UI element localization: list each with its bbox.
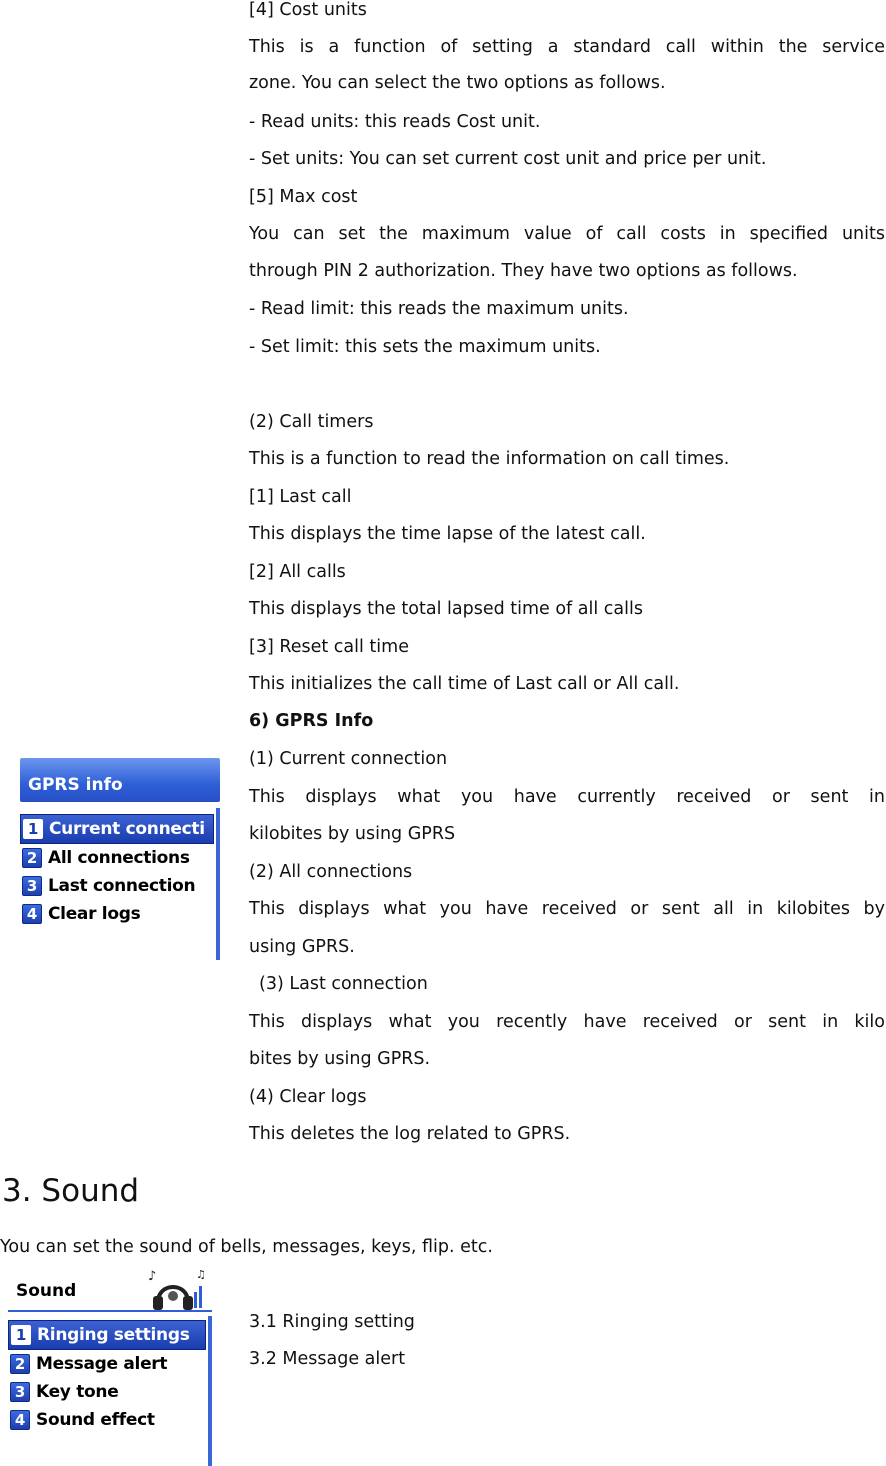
last-call-desc: This displays the time lapse of the latest call.: [249, 524, 646, 544]
cost-units-heading: [4] Cost units: [249, 0, 367, 20]
sound-subsection-message-alert: 3.2 Message alert: [249, 1349, 406, 1369]
svg-text:♫: ♫: [196, 1268, 206, 1281]
number-3-icon: 3: [10, 1382, 30, 1402]
gprs-menu-item-label: Last connection: [48, 876, 196, 896]
number-4-icon: 4: [22, 904, 42, 924]
all-calls-heading: [2] All calls: [249, 562, 346, 582]
gprs-screen-title-bar: [20, 758, 220, 802]
sound-screen: [8, 1266, 212, 1466]
number-4-icon: 4: [10, 1410, 30, 1430]
current-connection-desc-line2: kilobites by using GPRS: [249, 824, 456, 844]
last-call-heading: [1] Last call: [249, 487, 352, 507]
number-2-icon: 2: [22, 848, 42, 868]
gprs-screen-menu: [20, 814, 214, 928]
cost-units-desc-line2: zone. You can select the two options as follows.: [249, 73, 666, 93]
sound-menu-item-key-tone[interactable]: [8, 1378, 206, 1406]
sound-menu-item-label: Message alert: [36, 1354, 168, 1374]
number-3-icon: 3: [22, 876, 42, 896]
call-timers-heading: (2) Call timers: [249, 412, 374, 432]
sound-screen-scrollbar[interactable]: [208, 1316, 212, 1466]
all-connections-heading: (2) All connections: [249, 862, 413, 882]
last-connection-desc-line1: This displays what you recently have received or sent in kilo: [249, 1012, 885, 1032]
sound-screen-title: Sound: [16, 1281, 77, 1301]
sound-screen-menu: [8, 1320, 206, 1434]
max-cost-heading: [5] Max cost: [249, 187, 358, 207]
gprs-info-heading: 6) GPRS Info: [249, 711, 374, 731]
gprs-screen-scrollbar[interactable]: [216, 808, 220, 960]
sound-menu-item-sound-effect[interactable]: [8, 1406, 206, 1434]
number-1-icon: 1: [11, 1325, 31, 1345]
max-cost-option-read: - Read limit: this reads the maximum units.: [249, 299, 629, 319]
gprs-menu-item-last-connection[interactable]: [20, 872, 214, 900]
cost-units-desc-line1: This is a function of setting a standard call within the service: [249, 37, 885, 57]
sound-screen-title-bar: [8, 1266, 212, 1312]
reset-call-time-desc: This initializes the call time of Last call or All call.: [249, 674, 680, 694]
gprs-menu-item-label: Current connecti: [49, 819, 205, 839]
max-cost-desc-line1: You can set the maximum value of call costs in specified units: [249, 224, 885, 244]
max-cost-desc-line2: through PIN 2 authorization. They have two options as follows.: [249, 261, 798, 281]
cost-units-option-set: - Set units: You can set current cost unit and price per unit.: [249, 149, 767, 169]
sound-menu-item-label: Sound effect: [36, 1410, 155, 1430]
sound-menu-item-message-alert[interactable]: [8, 1350, 206, 1378]
all-calls-desc: This displays the total lapsed time of all calls: [249, 599, 643, 619]
last-connection-heading: (3) Last connection: [259, 974, 428, 994]
current-connection-desc-line1: This displays what you have currently received or sent in: [249, 787, 885, 807]
number-2-icon: 2: [10, 1354, 30, 1374]
last-connection-desc-line2: bites by using GPRS.: [249, 1049, 431, 1069]
all-connections-desc-line1: This displays what you have received or sent all in kilobites by: [249, 899, 885, 919]
sound-menu-item-ringing-settings[interactable]: [8, 1320, 206, 1350]
gprs-menu-item-label: Clear logs: [48, 904, 141, 924]
svg-text:♪: ♪: [148, 1269, 157, 1284]
clear-logs-desc: This deletes the log related to GPRS.: [249, 1124, 571, 1144]
gprs-menu-item-current-connection[interactable]: [20, 814, 214, 844]
gprs-screen-title: GPRS info: [28, 775, 123, 795]
sound-menu-item-label: Key tone: [36, 1382, 119, 1402]
gprs-menu-item-label: All connections: [48, 848, 190, 868]
clear-logs-heading: (4) Clear logs: [249, 1087, 367, 1107]
max-cost-option-set: - Set limit: this sets the maximum units.: [249, 337, 601, 357]
sound-menu-item-label: Ringing settings: [37, 1325, 190, 1345]
all-connections-desc-line2: using GPRS.: [249, 937, 355, 957]
cost-units-option-read: - Read units: this reads Cost unit.: [249, 112, 541, 132]
current-connection-heading: (1) Current connection: [249, 749, 448, 769]
headphones-music-icon: [142, 1266, 208, 1310]
sound-section-intro: You can set the sound of bells, messages, keys, flip. etc.: [0, 1237, 493, 1257]
sound-subsection-ringing-setting: 3.1 Ringing setting: [249, 1312, 415, 1332]
number-1-icon: 1: [23, 819, 43, 839]
gprs-menu-item-all-connections[interactable]: [20, 844, 214, 872]
gprs-info-screen: [20, 758, 220, 960]
reset-call-time-heading: [3] Reset call time: [249, 637, 409, 657]
sound-section-heading: 3. Sound: [2, 1173, 140, 1209]
call-timers-desc: This is a function to read the information on call times.: [249, 449, 730, 469]
gprs-menu-item-clear-logs[interactable]: [20, 900, 214, 928]
